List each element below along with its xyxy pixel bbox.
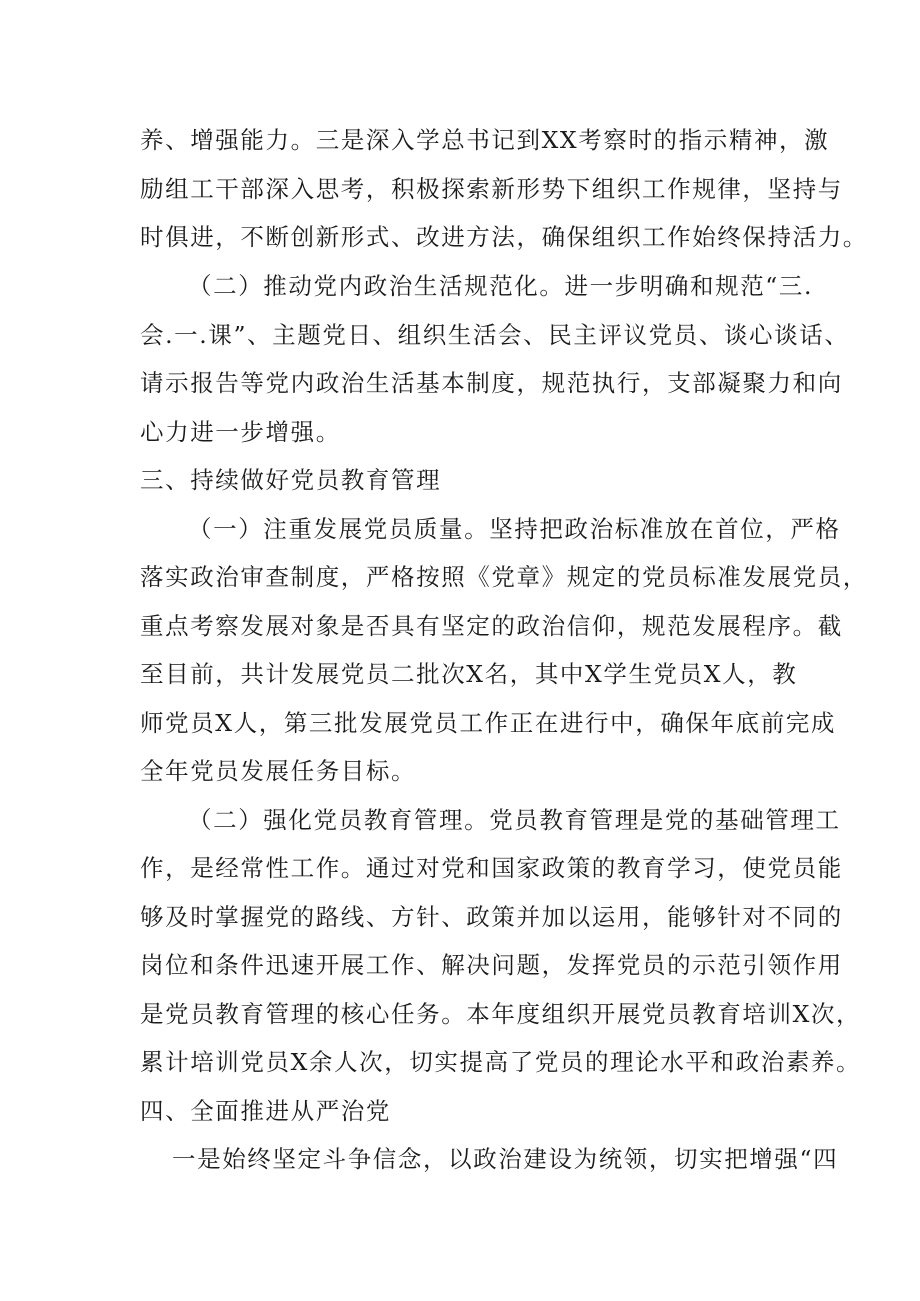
paragraph-line: 时俱进，不断创新形式、改进方法，确保组织工作始终保持活力。	[140, 223, 868, 251]
paragraph-line: （二）强化党员教育管理。党员教育管理是党的基础管理工	[188, 806, 841, 834]
paragraph-line: 岗位和条件迅速开展工作、解决问题，发挥党员的示范引领作用	[140, 951, 843, 979]
paragraph-line: 养、增强能力。三是深入学总书记到XX考察时的指示精神，激	[140, 126, 830, 154]
paragraph-line: 励组工干部深入思考，积极探索新形势下组织工作规律，坚持与	[140, 175, 843, 203]
paragraph-line: 够及时掌握党的路线、方针、政策并加以运用，能够针对不同的	[140, 903, 843, 931]
paragraph-line: 请示报告等党内政治生活基本制度，规范执行，支部凝聚力和向	[140, 369, 843, 397]
paragraph-line: （一）注重发展党员质量。坚持把政治标准放在首位，严格	[188, 515, 841, 543]
paragraph-line: 心力进一步增强。	[140, 418, 341, 446]
paragraph-line: 是党员教育管理的核心任务。本年度组织开展党员教育培训X次，	[140, 1000, 862, 1028]
paragraph-line: 作，是经常性工作。通过对党和国家政策的教育学习，使党员能	[140, 854, 843, 882]
paragraph-line: 落实政治审查制度，严格按照《党章》规定的党员标准发展党员，	[140, 563, 868, 591]
paragraph-line: 一是始终坚定斗争信念，以政治建设为统领，切实把增强“四	[172, 1145, 839, 1173]
paragraph-line: 会.一.课”、主题党日、组织生活会、民主评议党员、谈心谈话、	[140, 321, 850, 349]
paragraph-line: （二）推动党内政治生活规范化。进一步明确和规范“三.	[188, 272, 814, 300]
section-heading: 四、全面推进从严治党	[140, 1097, 391, 1125]
paragraph-line: 至目前，共计发展党员二批次X名，其中X学生党员X人，教	[140, 660, 798, 688]
section-heading: 三、持续做好党员教育管理	[140, 466, 442, 494]
paragraph-line: 师党员X人，第三批发展党员工作正在进行中，确保年底前完成	[140, 709, 837, 737]
paragraph-line: 累计培训党员X余人次，切实提高了党员的理论水平和政治素养。	[140, 1048, 862, 1076]
paragraph-line: 重点考察发展对象是否具有坚定的政治信仰，规范发展程序。截	[140, 612, 843, 640]
paragraph-line: 全年党员发展任务目标。	[140, 757, 417, 785]
